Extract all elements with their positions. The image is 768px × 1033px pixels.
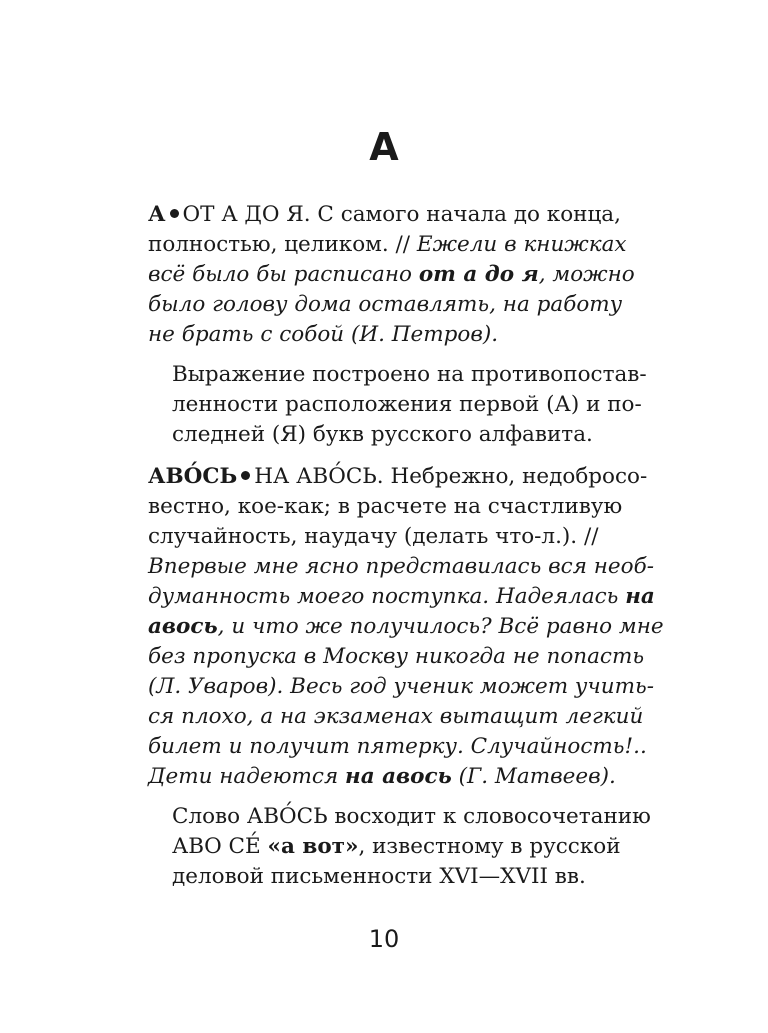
note-line: деловой письменности XVI—XVII вв.	[172, 864, 586, 889]
phrase: НА АВО́СЬ.	[254, 464, 384, 489]
example-phrase: на авось	[345, 764, 452, 789]
note-line: Слово АВО́СЬ восходит к словосочетанию	[172, 804, 651, 829]
etymology-note	[148, 802, 651, 892]
example-phrase: на	[625, 584, 655, 609]
note-text: АВО СЕ́	[172, 834, 268, 859]
example: Дети надеются	[148, 764, 346, 789]
entry-ot-a-do-ya	[148, 200, 635, 350]
dictionary-body	[148, 200, 664, 904]
etymology-note	[148, 360, 647, 450]
definition: вестно, кое-как; в расчете на счастливую	[148, 494, 623, 519]
example: без пропуска в Москву никогда не попасть	[148, 644, 645, 669]
example: думанность моего поступка. Надеялась	[148, 584, 626, 609]
page-number: 10	[368, 925, 400, 953]
section-letter-heading: А	[369, 125, 399, 169]
bullet-icon	[170, 209, 179, 218]
example: , можно	[538, 262, 635, 287]
example: не брать с собой (И. Петров).	[148, 322, 499, 347]
definition: С самого начала до конца,	[310, 202, 621, 227]
note-line: следней (Я) букв русского алфавита.	[172, 422, 593, 447]
definition: Небрежно, недобросо-	[383, 464, 648, 489]
example-phrase: авось	[148, 614, 218, 639]
definition: полностью, целиком. //	[148, 232, 417, 257]
example: (Г. Матвеев).	[451, 764, 616, 789]
phrase: ОТ А ДО Я.	[182, 202, 311, 227]
example: Впервые мне ясно представилась вся необ-	[148, 554, 654, 579]
example: билет и получит пятерку. Случайность!..	[148, 734, 647, 759]
bullet-icon	[241, 471, 250, 480]
example: Ежели в книжках	[416, 232, 627, 257]
example-phrase: от а до я	[418, 262, 539, 287]
note-line: Выражение построено на противопостав-	[172, 362, 647, 387]
example: всё было бы расписано	[148, 262, 419, 287]
note-gloss: «а вот»	[267, 834, 359, 859]
entry-na-avos	[148, 462, 664, 792]
headword: АВО́СЬ	[148, 464, 238, 489]
headword: А	[148, 202, 166, 227]
example: ся плохо, а на экзаменах вытащит легкий	[148, 704, 644, 729]
example: , и что же получилось? Всё равно мне	[217, 614, 664, 639]
example: (Л. Уваров). Весь год ученик может учить-	[148, 674, 654, 699]
example: было голову дома оставлять, на работу	[148, 292, 623, 317]
note-text: , известному в русской	[358, 834, 621, 859]
note-line: ленности расположения первой (А) и по-	[172, 392, 642, 417]
definition: случайность, наудачу (делать что-л.). //	[148, 524, 599, 549]
